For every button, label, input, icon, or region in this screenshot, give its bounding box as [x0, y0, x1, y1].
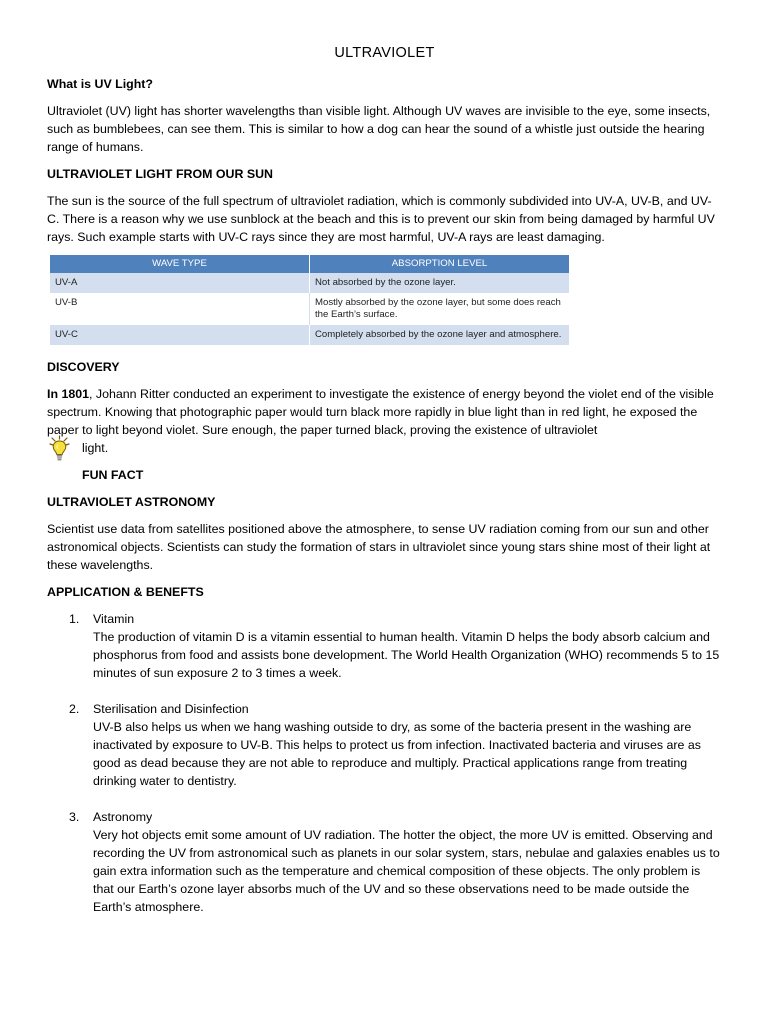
list-item-text: Very hot objects emit some amount of UV radiation. The hotter the object, the more UV is emitted. Observing and recording the UV from astronomical such as planets in our solar system, stars, nebulae and galaxies enables us to gain extra information such as the temperature and chemical composition of these objects. The only problem is that our Earth’s ozone layer absorbs much of the UV and so these observations need to be made outside the Earth’s atmosphere.	[93, 828, 720, 914]
discovery-heading: DISCOVERY	[47, 360, 120, 374]
list-item	[47, 808, 722, 916]
uv-from-sun-paragraph: The sun is the source of the full spectrum of ultraviolet radiation, which is commonly subdivided into UV-A, UV-B, and UV-C. There is a reason why we use sunblock at the beach and this is to prevent our skin from being damaged by harmful UV rays. Such example starts with UV-C rays since they are most harmful, UV-A rays are least damaging.	[47, 194, 715, 244]
table-header-wave-type: WAVE TYPE	[50, 255, 310, 273]
discovery-year: In 1801	[47, 387, 90, 401]
table-header-row	[50, 255, 569, 273]
table-row	[50, 273, 569, 293]
what-is-uv-heading: What is UV Light?	[47, 77, 153, 91]
document-page	[47, 44, 722, 934]
list-item-number: 2.	[69, 702, 80, 716]
table-cell-wave-type: UV-C	[50, 325, 310, 345]
applications-heading: APPLICATION & BENEFTS	[47, 585, 204, 599]
uv-from-sun-heading: ULTRAVIOLET LIGHT FROM OUR SUN	[47, 167, 273, 181]
table-header-absorption-level: ABSORPTION LEVEL	[310, 255, 570, 273]
page-title: ULTRAVIOLET	[334, 45, 435, 61]
table-cell-absorption-level: Mostly absorbed by the ozone layer, but some does reach the Earth’s surface.	[310, 293, 570, 325]
fun-fact-label: FUN FACT	[82, 468, 144, 482]
discovery-paragraph	[47, 385, 722, 439]
list-item	[47, 700, 722, 790]
list-item-title: Astronomy	[93, 810, 153, 824]
what-is-uv-paragraph: Ultraviolet (UV) light has shorter wavelengths than visible light. Although UV waves are invisible to the eye, some insects, such as bumblebees, can see them. This is similar to how a dog can hear the sound of a whistle just outside the hearing range of humans.	[47, 104, 711, 154]
list-item-number: 3.	[69, 810, 80, 824]
discovery-last-line: light.	[82, 441, 109, 455]
applications-list	[47, 610, 722, 916]
uv-astronomy-heading: ULTRAVIOLET ASTRONOMY	[47, 495, 216, 509]
table-cell-wave-type: UV-A	[50, 273, 310, 293]
list-item	[47, 610, 722, 682]
fun-fact-icon-row	[47, 439, 722, 457]
list-item-text: The production of vitamin D is a vitamin essential to human health. Vitamin D helps the body absorb calcium and phosphorus from food and assists bone development. The World Health Organization (WHO) recommends 5 to 15 minutes of sun exposure 2 to 3 times a week.	[93, 630, 720, 680]
lightbulb-icon	[47, 435, 75, 463]
uv-absorption-table	[50, 255, 569, 345]
table-cell-wave-type: UV-B	[50, 293, 310, 325]
discovery-text: , Johann Ritter conducted an experiment to investigate the existence of energy beyond the violet end of the visible spectrum. Knowing that photographic paper would turn black more rapidly in blue light than in red light, he exposed the paper to light beyond violet. Sure enough, the paper turned black, proving the existence of ultraviolet	[47, 387, 714, 437]
table-row	[50, 325, 569, 345]
uv-astronomy-paragraph: Scientist use data from satellites positioned above the atmosphere, to sense UV radiation coming from our sun and other astronomical objects. Scientists can study the formation of stars in ultraviolet since young stars shine most of their light at these wavelengths.	[47, 522, 711, 572]
list-item-text: UV-B also helps us when we hang washing outside to dry, as some of the bacteria present in the washing are inactivated by exposure to UV-B. This helps to protect us from infection. Inactivated bacteria and viruses are as good as dead because they are not able to reproduce and multiply. Practical applications range from treating drinking water to dentistry.	[93, 720, 701, 788]
list-item-title: Vitamin	[93, 612, 135, 626]
table-row	[50, 293, 569, 325]
table-cell-absorption-level: Not absorbed by the ozone layer.	[310, 273, 570, 293]
list-item-number: 1.	[69, 612, 80, 626]
list-item-title: Sterilisation and Disinfection	[93, 702, 249, 716]
table-cell-absorption-level: Completely absorbed by the ozone layer and atmosphere.	[310, 325, 570, 345]
